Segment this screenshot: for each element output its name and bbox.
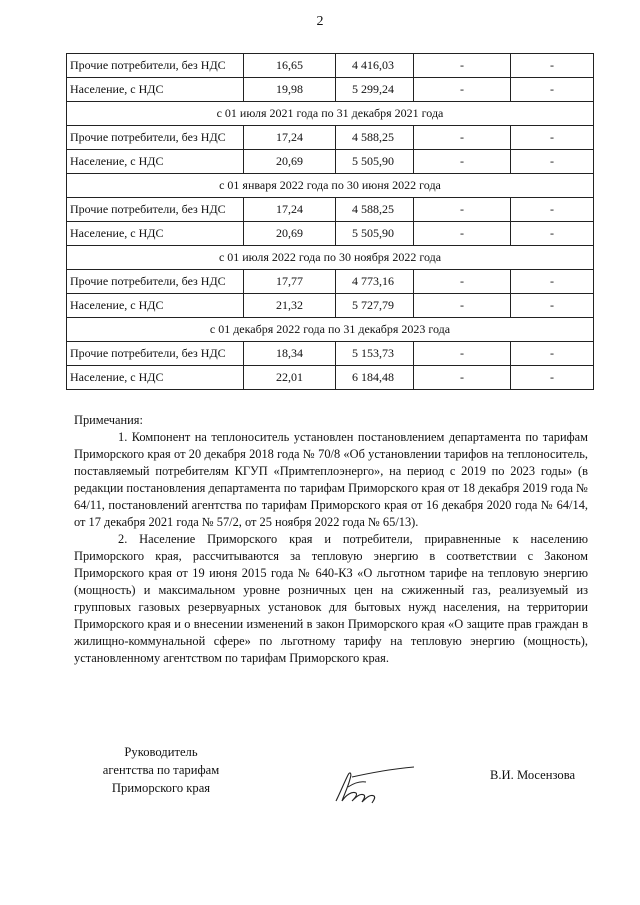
empty-value-cell: - (414, 150, 511, 174)
tariff-cell: 4 588,25 (336, 126, 414, 150)
rate-cell: 21,32 (244, 294, 336, 318)
tariff-cell: 5 505,90 (336, 150, 414, 174)
table-row (67, 126, 594, 150)
empty-value-cell: - (414, 270, 511, 294)
period-label: с 01 декабря 2022 года по 31 декабря 2023 года (67, 318, 594, 342)
period-label: с 01 июля 2021 года по 31 декабря 2021 года (67, 102, 594, 126)
note-2: 2. Население Приморского края и потребители, приравненные к населению Приморского края, рассчитываются за тепловую энергию в соответствии с Законом Приморского края от 19 июня 2015 года № 640-КЗ «О льготном тарифе на тепловую энергию (мощность) и максимальном уровне розничных цен на сжиженный газ, реализуемый из групповых газовых резервуарных установок для бытовых нужд населения, на территории Приморского края и о внесении изменений в закон Приморского края «О защите прав граждан в жилищно-коммунальной сфере» по льготному тарифу на тепловую энергию (мощность), установленному агентством по тарифам Приморского края. (74, 532, 588, 665)
empty-value-cell: - (414, 198, 511, 222)
empty-value-cell: - (511, 54, 594, 78)
empty-value-cell: - (414, 342, 511, 366)
period-label: с 01 июля 2022 года по 30 ноября 2022 года (67, 246, 594, 270)
empty-value-cell: - (511, 78, 594, 102)
tariff-cell: 4 588,25 (336, 198, 414, 222)
tariff-table (66, 53, 594, 390)
empty-value-cell: - (414, 222, 511, 246)
period-row (67, 246, 594, 270)
consumer-cell: Прочие потребители, без НДС (67, 270, 244, 294)
handwritten-signature (330, 765, 420, 807)
signatory-title-line: Руководитель (124, 745, 198, 759)
table-row (67, 198, 594, 222)
consumer-cell: Прочие потребители, без НДС (67, 342, 244, 366)
signatory-title-line: Приморского края (111, 781, 211, 795)
rate-cell: 17,24 (244, 126, 336, 150)
table-row (67, 222, 594, 246)
rate-cell: 22,01 (244, 366, 336, 390)
consumer-cell: Население, с НДС (67, 150, 244, 174)
table-row (67, 270, 594, 294)
consumer-cell: Прочие потребители, без НДС (67, 126, 244, 150)
table-row (67, 54, 594, 78)
tariff-cell: 4 773,16 (336, 270, 414, 294)
rate-cell: 17,24 (244, 198, 336, 222)
signatory-title-line: агентства по тарифам (102, 763, 220, 777)
empty-value-cell: - (511, 198, 594, 222)
table-row (67, 294, 594, 318)
empty-value-cell: - (511, 270, 594, 294)
table-row (67, 150, 594, 174)
empty-value-cell: - (511, 366, 594, 390)
empty-value-cell: - (511, 294, 594, 318)
empty-value-cell: - (511, 126, 594, 150)
empty-value-cell: - (511, 222, 594, 246)
tariff-cell: 5 153,73 (336, 342, 414, 366)
rate-cell: 18,34 (244, 342, 336, 366)
tariff-cell: 5 727,79 (336, 294, 414, 318)
table-row (67, 78, 594, 102)
consumer-cell: Население, с НДС (67, 366, 244, 390)
period-row (67, 174, 594, 198)
consumer-cell: Население, с НДС (67, 294, 244, 318)
rate-cell: 19,98 (244, 78, 336, 102)
page-number: 2 (316, 14, 324, 29)
tariff-cell: 5 505,90 (336, 222, 414, 246)
note-1: 1. Компонент на теплоноситель установлен постановлением департамента по тарифам Приморского края от 20 декабря 2018 года № 70/8 «Об установлении тарифов на теплоноситель, поставляемый потребителям КГУП «Примтеплоэнерго», на период с 2019 по 2023 годы» (в редакции постановления департамента по тарифам Приморского края от 18 декабря 2019 года № 64/11, постановлений агентства по тарифам Приморского края от 16 декабря 2020 года № 64/14, от 17 декабря 2021 года № 57/2, от 25 ноября 2022 года № 65/13). (74, 430, 588, 529)
rate-cell: 20,69 (244, 150, 336, 174)
empty-value-cell: - (414, 366, 511, 390)
notes-section (74, 412, 588, 667)
tariff-cell: 4 416,03 (336, 54, 414, 78)
empty-value-cell: - (511, 150, 594, 174)
consumer-cell: Население, с НДС (67, 78, 244, 102)
signatory-name: В.И. Мосензова (490, 768, 576, 782)
tariff-cell: 6 184,48 (336, 366, 414, 390)
consumer-cell: Население, с НДС (67, 222, 244, 246)
consumer-cell: Прочие потребители, без НДС (67, 54, 244, 78)
empty-value-cell: - (414, 126, 511, 150)
table-row (67, 366, 594, 390)
rate-cell: 17,77 (244, 270, 336, 294)
empty-value-cell: - (414, 54, 511, 78)
rate-cell: 16,65 (244, 54, 336, 78)
table-row (67, 342, 594, 366)
period-row (67, 102, 594, 126)
tariff-cell: 5 299,24 (336, 78, 414, 102)
period-row (67, 318, 594, 342)
empty-value-cell: - (511, 342, 594, 366)
consumer-cell: Прочие потребители, без НДС (67, 198, 244, 222)
empty-value-cell: - (414, 78, 511, 102)
empty-value-cell: - (414, 294, 511, 318)
notes-heading: Примечания: (74, 413, 143, 427)
signatory-title (76, 743, 246, 797)
period-label: с 01 января 2022 года по 30 июня 2022 года (67, 174, 594, 198)
rate-cell: 20,69 (244, 222, 336, 246)
